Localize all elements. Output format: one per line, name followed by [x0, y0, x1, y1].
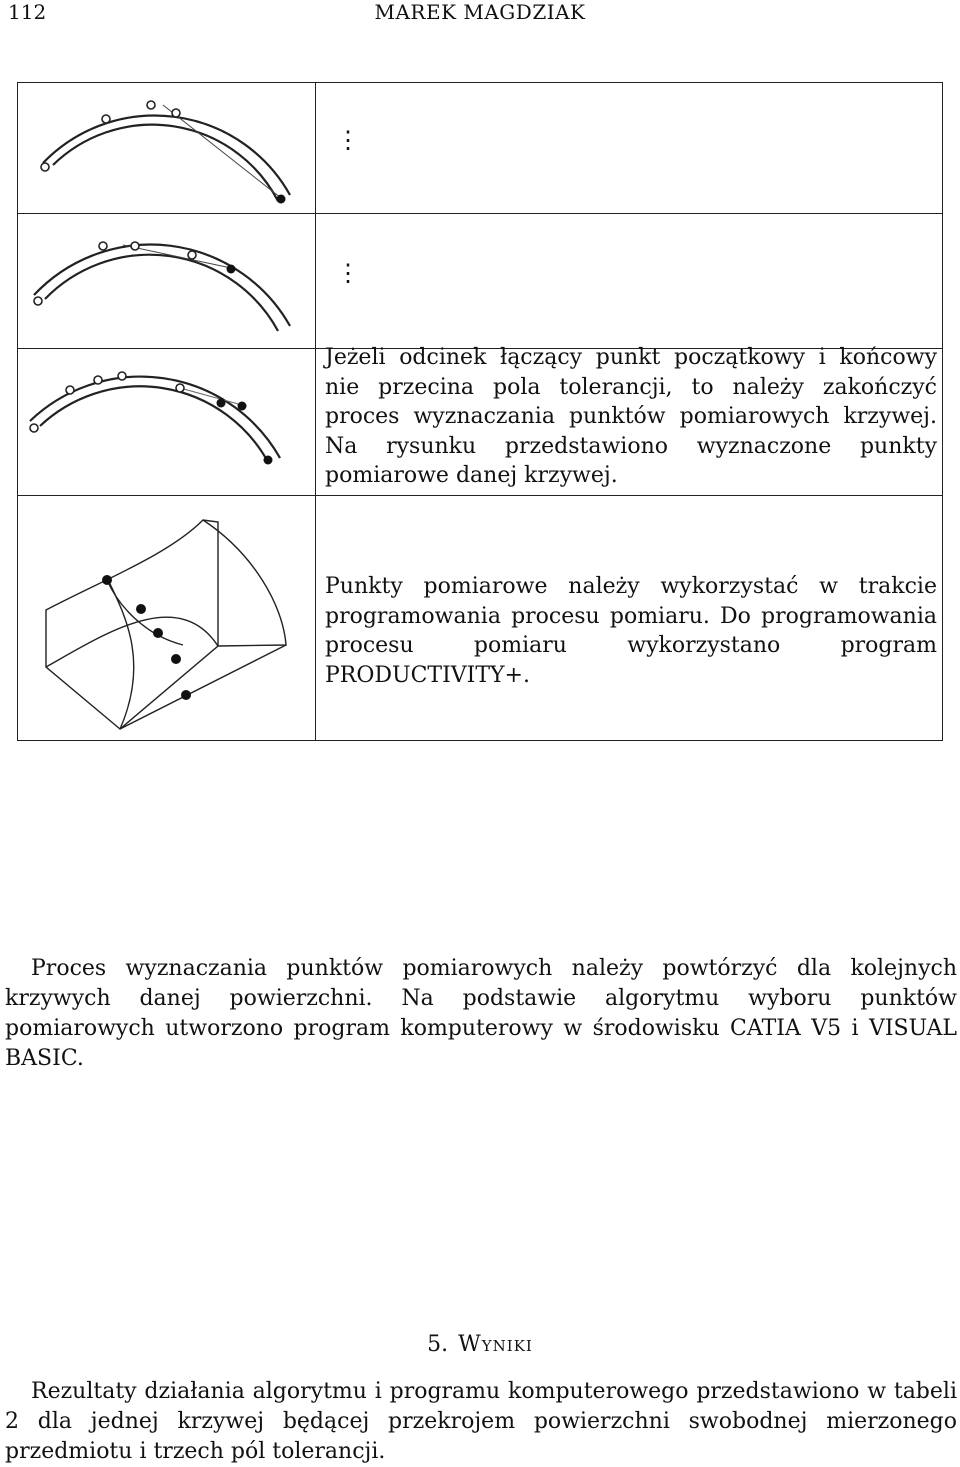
page-header: [0, 0, 960, 24]
freeform-surface-with-measurement-points: [18, 495, 315, 742]
procedure-table: [17, 82, 943, 741]
page-number: 112: [8, 0, 47, 24]
section-number: 5.: [427, 1332, 449, 1357]
body-paragraph: Rezultaty działania algorytmu i programu komputerowego przedstawiono w tabeli 2 dla jednej krzywej będącej przekrojem powierzchni swobodnej mierzonego przedmiotu i trzech pól tolerancji.: [5, 1379, 957, 1464]
step-description-programming: Punkty pomiarowe należy wykorzystać w trakcie programowania procesu pomiaru. Do programowania procesu pomiaru wykorzystano program PRODUCTIVITY+.: [325, 574, 937, 688]
table-column-divider: [315, 83, 316, 740]
running-head: MAREK MAGDZIAK: [374, 0, 586, 24]
tolerance-band-arc-step-1: [18, 83, 315, 213]
section-heading: [0, 1332, 960, 1357]
tolerance-band-arc-final-points: [18, 348, 315, 495]
continuation-dots: ⋮: [336, 126, 360, 154]
continuation-dots: ⋮: [336, 259, 360, 287]
step-description-end-condition: Jeżeli odcinek łączący punkt początkowy i końcowy nie przecina pola tolerancji, to należy zakończyć proces wyznaczania punktów pomiarowych krzywej. Na rysunku przedstawiono wyznaczone punkty pomiarowe danej krzywej.: [325, 345, 937, 488]
body-paragraph: Proces wyznaczania punktów pomiarowych należy powtórzyć dla kolejnych krzywych danej powierzchni. Na podstawie algorytmu wyboru punktów pomiarowych utworzono program komputerowy w środowisku CATIA V5 i VISUAL BASIC.: [5, 956, 957, 1071]
section-title: Wyniki: [458, 1332, 533, 1357]
tolerance-band-arc-step-2: [18, 213, 315, 348]
